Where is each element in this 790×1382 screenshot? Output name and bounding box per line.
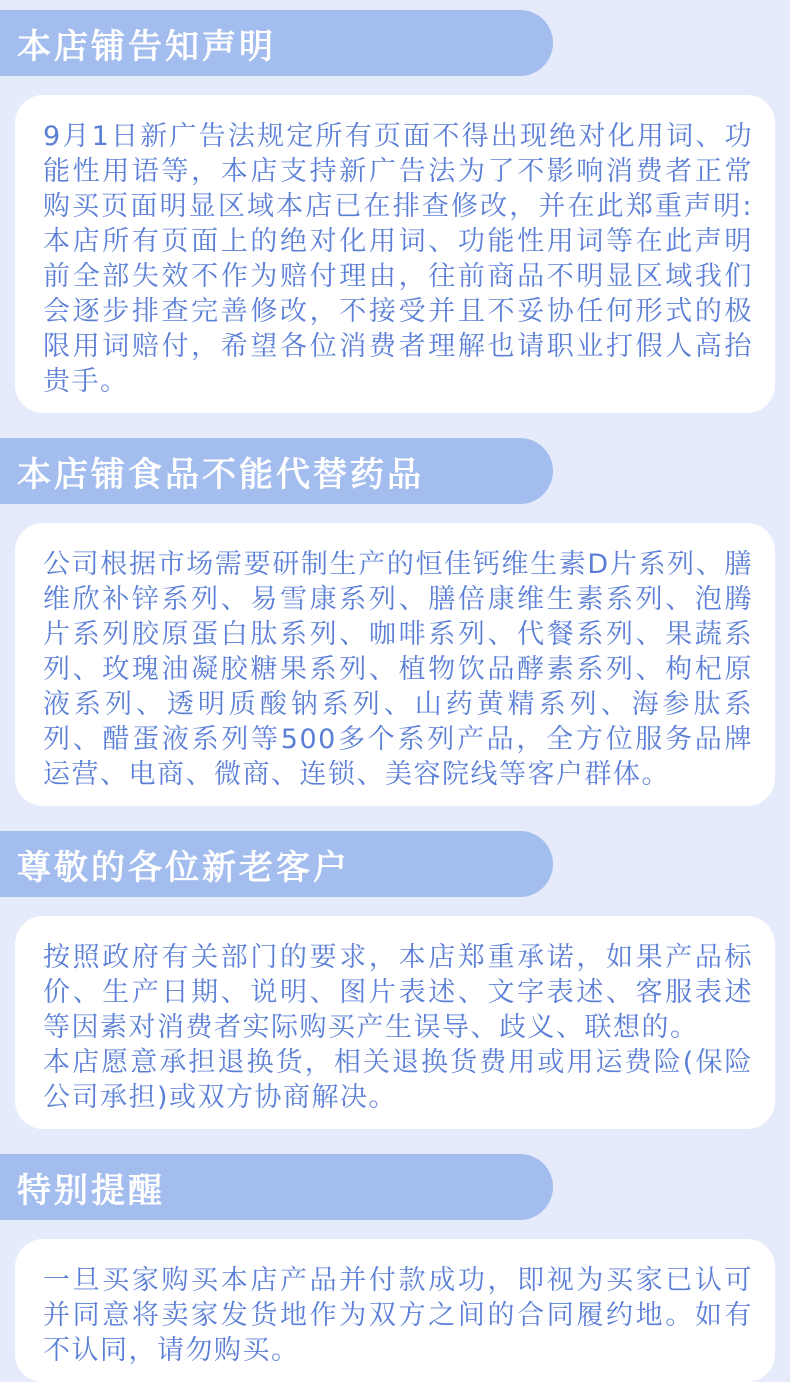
notice-paragraph: 公司根据市场需要研制生产的恒佳钙维生素D片系列、膳维欣补锌系列、易雪康系列、膳倍康维生素系列、泡腾片系列胶原蛋白肽系列、咖啡系列、代餐系列、果蔬系列、玫瑰油凝胶糖果系列、植物饮品酵素系列、枸杞原液系列、透明质酸钠系列、山药黄精系列、海参肽系列、醋蛋液系列等500多个系列产品，全方位服务品牌运营、电商、微商、连锁、美容院线等客户群体。 (43, 549, 753, 790)
banner-dear-customers (0, 831, 553, 897)
notice-card-special-reminder (15, 1239, 775, 1382)
notice-card-store-notice (15, 95, 775, 413)
banner-special-reminder (0, 1154, 553, 1220)
section-title-special-reminder: 特别提醒 (17, 1170, 165, 1211)
banner-store-notice (0, 10, 553, 76)
notice-paragraph: 本店愿意承担退换货，相关退换货费用或用运费险(保险公司承担)或双方协商解决。 (43, 1047, 753, 1113)
section-title-food-not-medicine: 本店铺食品不能代替药品 (17, 454, 424, 495)
notice-paragraph: 按照政府有关部门的要求，本店郑重承诺，如果产品标价、生产日期、说明、图片表述、文字表述、客服表述等因素对消费者实际购买产生误导、歧义、联想的。 (43, 942, 753, 1043)
section-food-not-medicine (0, 438, 790, 806)
section-title-store-notice: 本店铺告知声明 (17, 26, 276, 67)
banner-food-not-medicine (0, 438, 553, 504)
notice-card-food-not-medicine (15, 523, 775, 806)
notice-paragraph: 一旦买家购买本店产品并付款成功，即视为买家已认可并同意将卖家发货地作为双方之间的合同履约地。如有不认同，请勿购买。 (43, 1265, 753, 1366)
section-title-dear-customers: 尊敬的各位新老客户 (17, 847, 350, 888)
section-dear-customers (0, 831, 790, 1129)
section-store-notice (0, 10, 790, 413)
notice-paragraph: 9月1日新广告法规定所有页面不得出现绝对化用词、功能性用语等，本店支持新广告法为了不影响消费者正常购买页面明显区域本店已在排查修改，并在此郑重声明:本店所有页面上的绝对化用词、功能性用词等在此声明前全部失效不作为赔付理由，往前商品不明显区域我们会逐步排查完善修改，不接受并且不妥协任何形式的极限用词赔付，希望各位消费者理解也请职业打假人高抬贵手。 (43, 121, 753, 397)
notice-card-dear-customers (15, 916, 775, 1129)
